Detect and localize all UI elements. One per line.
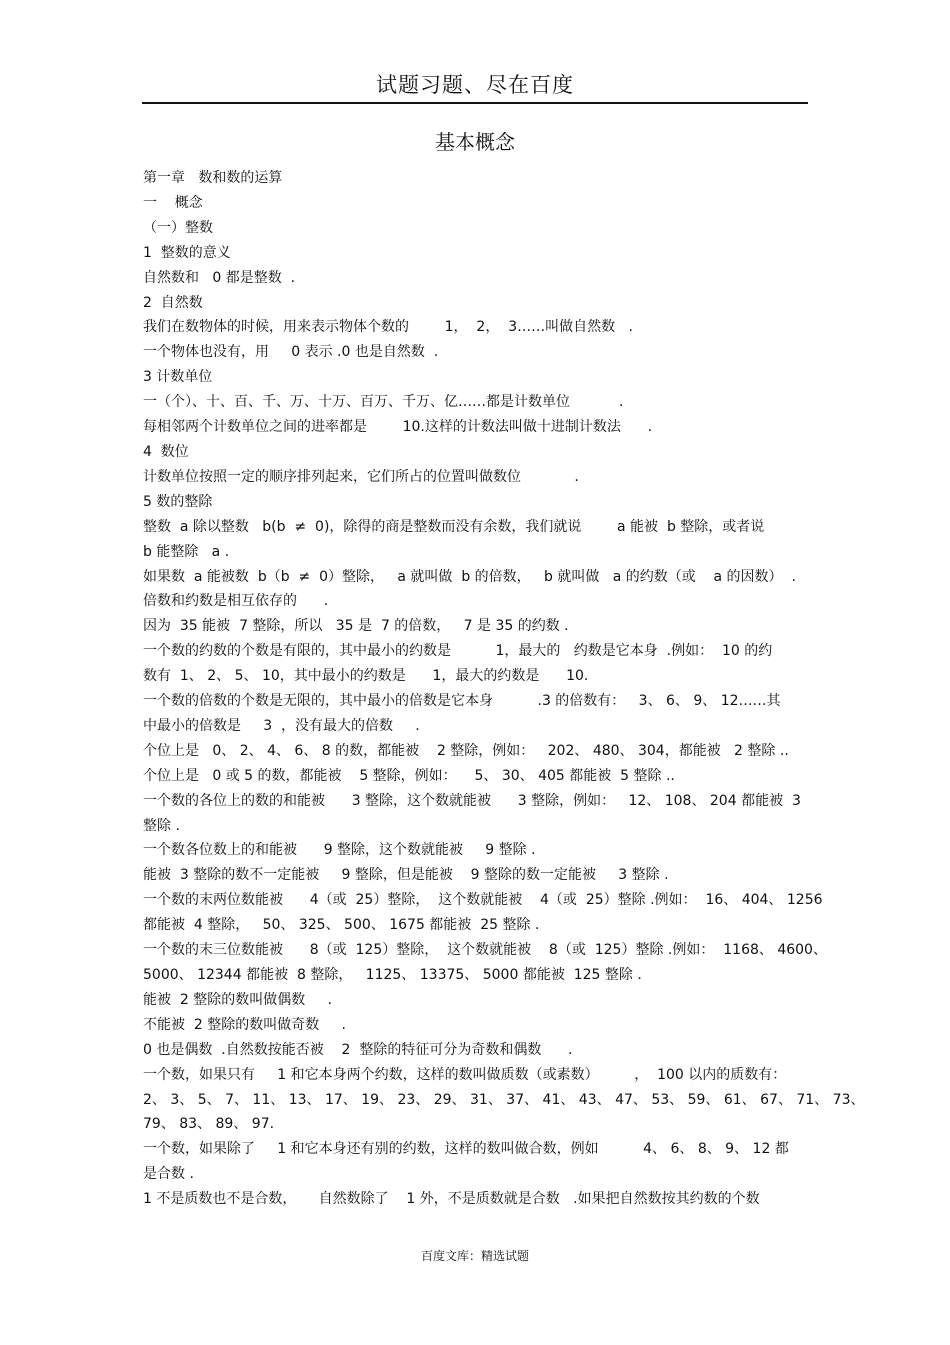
body-line: 整数 a 除以整数 b(b ≠ 0)，除得的商是整数而没有余数，我们就说 a 能被 b 整除，或者说: [143, 518, 765, 535]
body-line: 个位上是 0、 2、 4、 6、 8 的数，都能被 2 整除，例如： 202、 480、 304，都能被 2 整除 ..: [143, 742, 789, 759]
page-footer: 百度文库：精选试题: [420, 1249, 529, 1263]
body-line: 如果数 a 能被数 b（b ≠ 0）整除， a 就叫做 b 的倍数， b 就叫做 a 的约数（或 a 的因数） .: [143, 568, 796, 585]
body-line: 自然数和 0 都是整数 .: [143, 269, 296, 286]
body-line: 个位上是 0 或 5 的数，都能被 5 整除，例如： 5、 30、 405 都能被 5 整除 ..: [143, 767, 675, 784]
body-line: 一个数的末三位数能被 8（或 125）整除， 这个数就能被 8（或 125）整除 .例如： 1168、 4600、: [143, 942, 827, 959]
body-line: 一个数的倍数的个数是无限的，其中最小的倍数是它本身 .3 的倍数有： 3、 6、 9、 12……其: [143, 693, 781, 710]
body-line: 因为 35 能被 7 整除，所以 35 是 7 的倍数， 7 是 35 的约数 .: [143, 618, 569, 635]
body-line: 2 自然数: [143, 294, 203, 311]
body-line: 1 不是质数也不是合数， 自然数除了 1 外，不是质数就是合数 .如果把自然数按其约数的个数: [143, 1191, 760, 1208]
body-line: 数有 1、 2、 5、 10，其中最小的约数是 1，最大的约数是 10.: [143, 668, 589, 685]
body-line: 倍数和约数是相互依存的 .: [143, 593, 329, 610]
body-line: 计数单位按照一定的顺序排列起来，它们所占的位置叫做数位 .: [143, 468, 579, 485]
document-title: 基本概念: [435, 130, 515, 154]
body-line: 一个数各位数上的和能被 9 整除，这个数就能被 9 整除 .: [143, 842, 536, 859]
body-line: 不能被 2 整除的数叫做奇数 .: [143, 1016, 346, 1033]
body-line: 整除 .: [143, 817, 180, 834]
body-line: 能被 3 整除的数不一定能被 9 整除，但是能被 9 整除的数一定能被 3 整除 .: [143, 867, 669, 884]
header-rule: [142, 102, 808, 104]
body-line: 2、 3、 5、 7、 11、 13、 17、 19、 23、 29、 31、 37、 41、 43、 47、 53、 59、 61、 67、 71、 73、: [143, 1091, 865, 1108]
body-line: 每相邻两个计数单位之间的进率都是 10.这样的计数法叫做十进制计数法 .: [143, 419, 653, 436]
body-line: 第一章 数和数的运算: [143, 170, 283, 186]
body-line: 5000、 12344 都能被 8 整除， 1125、 13375、 5000 都能被 125 整除 .: [143, 967, 642, 983]
body-line: 一个数的约数的个数是有限的，其中最小的约数是 1，最大的 约数是它本身 .例如： 10 的约: [143, 643, 773, 660]
body-line: 一（个）、十、百、千、万、十万、百万、千万、亿……都是计数单位 .: [143, 394, 624, 411]
body-line: 0 也是偶数 .自然数按能否被 2 整除的特征可分为奇数和偶数 .: [143, 1041, 573, 1058]
body-line: 一个数，如果只有 1 和它本身两个约数，这样的数叫做质数（或素数） ， 100 以内的质数有：: [143, 1066, 787, 1083]
body-line: 4 数位: [143, 443, 189, 460]
body-line: 一个数的末两位数能被 4（或 25）整除， 这个数就能被 4（或 25）整除 .例如： 16、 404、 1256: [143, 892, 823, 909]
document-body: [143, 166, 865, 1212]
page-header-title: 试题习题、尽在百度: [376, 73, 574, 97]
body-line: 都能被 4 整除， 50、 325、 500、 1675 都能被 25 整除 .: [143, 917, 540, 934]
body-line: 一个数的各位上的数的和能被 3 整除，这个数就能被 3 整除，例如： 12、 108、 204 都能被 3: [143, 792, 801, 809]
body-line: 能被 2 整除的数叫做偶数 .: [143, 991, 332, 1008]
body-line: （一）整数: [143, 219, 213, 236]
body-line: 是合数 .: [143, 1166, 194, 1183]
body-line: 中最小的倍数是 3 ，没有最大的倍数 .: [143, 717, 420, 734]
body-line: 3 计数单位: [143, 369, 213, 386]
body-line: b 能整除 a .: [143, 543, 230, 560]
body-line: 一个物体也没有，用 0 表示 .0 也是自然数 .: [143, 344, 439, 361]
body-line: 一个数，如果除了 1 和它本身还有别的约数，这样的数叫做合数，例如 4、 6、 8、 9、 12 都: [143, 1141, 789, 1158]
body-line: 一 概念: [143, 194, 203, 211]
body-line: 1 整数的意义: [143, 244, 231, 261]
body-line: 79、 83、 89、 97.: [143, 1116, 275, 1133]
body-line: 我们在数物体的时候，用来表示物体个数的 1， 2， 3……叫做自然数 .: [143, 319, 633, 336]
body-line: 5 数的整除: [143, 493, 213, 510]
